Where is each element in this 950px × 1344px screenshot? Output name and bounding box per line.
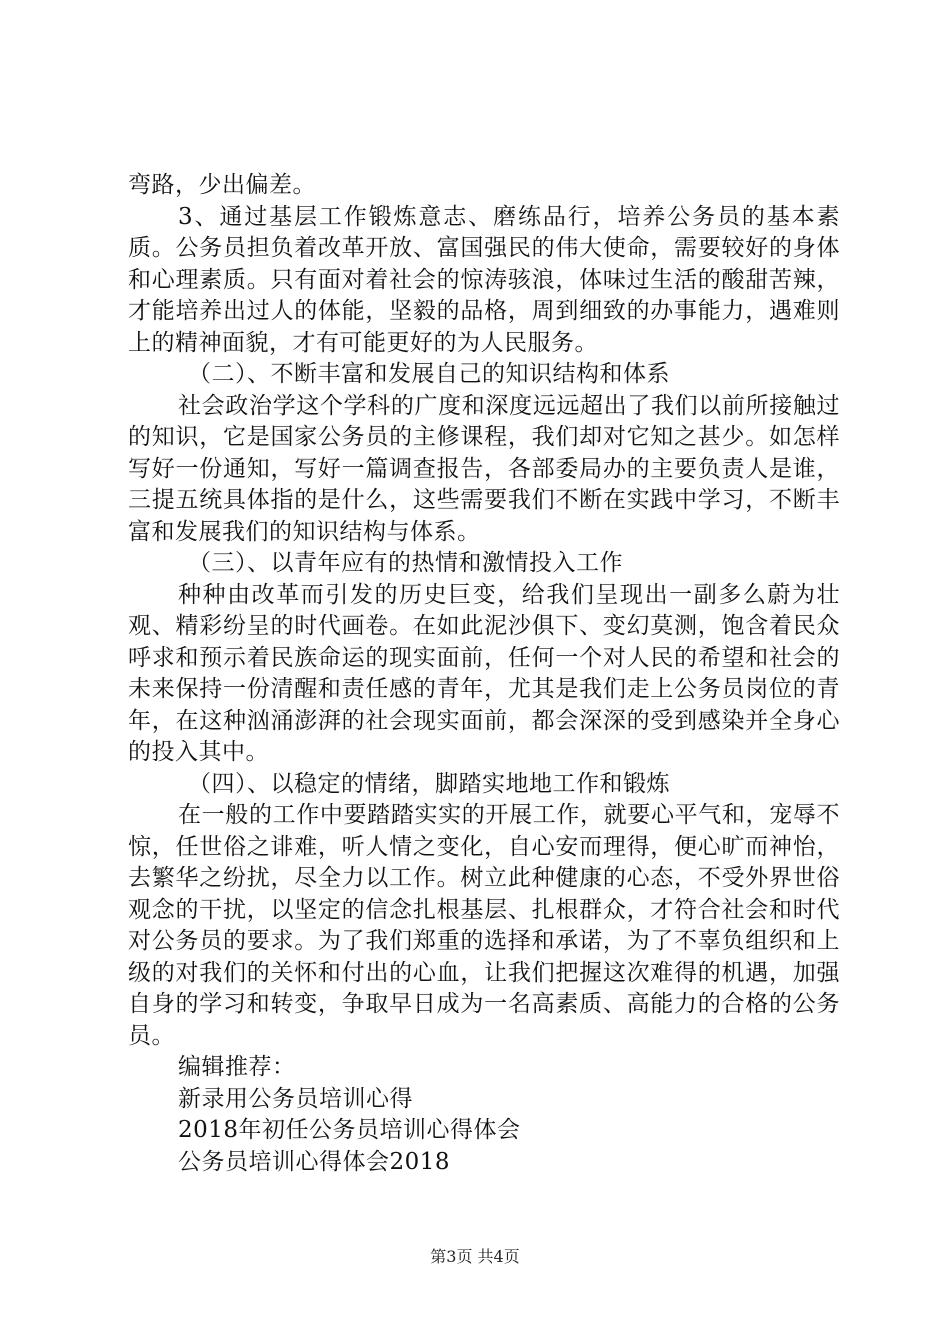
recommend-link-2[interactable]: 2018年初任公务员培训心得体会 bbox=[178, 1117, 521, 1143]
section-heading-3: （三）、以青年应有的热情和激情投入工作 bbox=[188, 550, 623, 576]
document-body bbox=[128, 170, 840, 1178]
recommend-link-3[interactable]: 公务员培训心得体会2018 bbox=[178, 1148, 451, 1175]
paragraph-point-3: 3、通过基层工作锻炼意志、磨练品行，培养公务员的基本素质。公务员担负着改革开放、富国强民的伟大使命，需要较好的身体和心理素质。只有面对着社会的惊涛骇浪，体味过生活的酸甜苦辣，才能培养出过人的体能，坚毅的品格，周到细致的办事能力，遇难则上的精神面貌，才有可能更好的为人民服务。 bbox=[128, 203, 840, 356]
recommend-link-1[interactable]: 新录用公务员培训心得 bbox=[178, 1085, 413, 1112]
recommend-label: 编辑推荐： bbox=[178, 1054, 296, 1080]
paragraph-passion: 种种由改革而引发的历史巨变，给我们呈现出一副多么蔚为壮观、精彩纷呈的时代画卷。在如此泥沙俱下、变幻莫测，饱含着民众呼求和预示着民族命运的现实面前，任何一个对人民的希望和社会的未来保持一份清醒和责任感的青年，尤其是我们走上公务员岗位的青年，在这种汹涌澎湃的社会现实面前，都会深深的受到感染并全身心的投入其中。 bbox=[128, 581, 840, 765]
paragraph-steady: 在一般的工作中要踏踏实实的开展工作，就要心平气和，宠辱不惊，任世俗之诽难，听人情之变化，自心安而理得，便心旷而神怡，去繁华之纷扰，尽全力以工作。树立此种健康的心态，不受外界世俗观念的干扰，以坚定的信念扎根基层、扎根群众，才符合社会和时代对公务员的要求。为了我们郑重的选择和承诺，为了不辜负组织和上级的对我们的关怀和付出的心血，让我们把握这次难得的机遇，加强自身的学习和转变，争取早日成为一名高素质、高能力的合格的公务员。 bbox=[128, 802, 840, 1049]
section-heading-2: （二）、不断丰富和发展自己的知识结构和体系 bbox=[188, 361, 670, 387]
section-heading-4: （四）、以稳定的情绪，脚踏实地地工作和锻炼 bbox=[188, 770, 670, 797]
paragraph-knowledge: 社会政治学这个学科的广度和深度远远超出了我们以前所接触过的知识，它是国家公务员的主修课程，我们却对它知之甚少。如怎样写好一份通知，写好一篇调查报告，各部委局办的主要负责人是谁，三提五统具体指的是什么，这些需要我们不断在实践中学习，不断丰富和发展我们的知识结构与体系。 bbox=[128, 392, 840, 545]
paragraph-continuation: 弯路，少出偏差。 bbox=[128, 172, 316, 198]
page-number-footer: 第3页 共4页 bbox=[430, 1247, 520, 1266]
